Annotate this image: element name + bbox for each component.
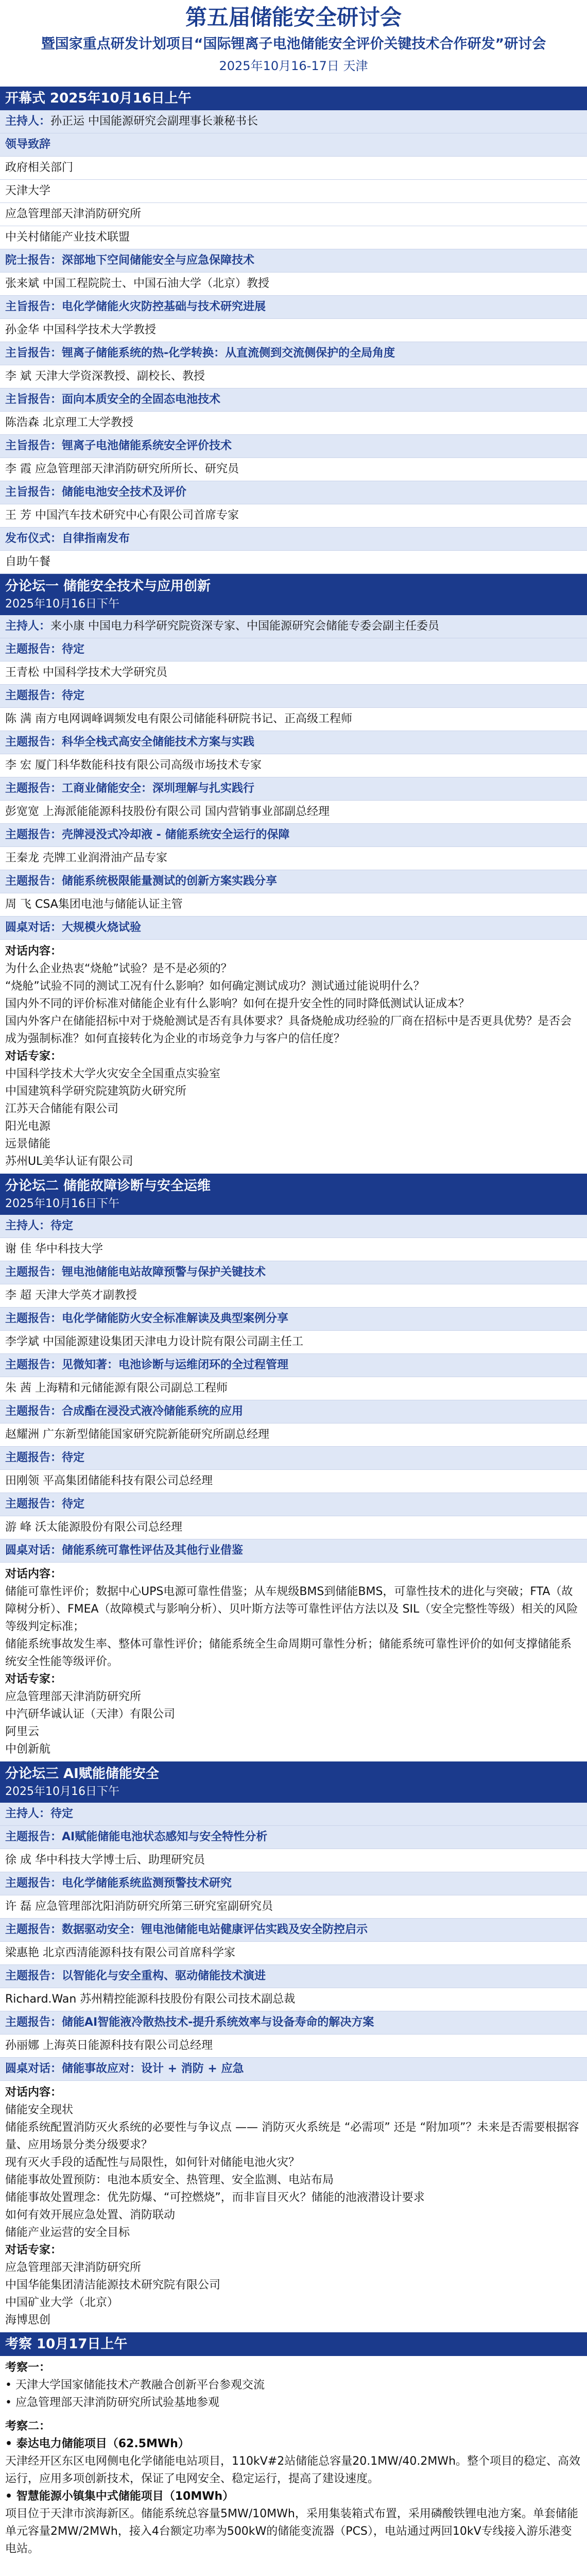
talk-title-text: 面向本质安全的全固态电池技术 [62,393,221,406]
talk-title-text: 数据驱动安全：锂电池储能电站健康评估实践及安全防控启示 [62,1923,368,1936]
dialog-topics [0,940,587,1174]
tour-item-text: 泰达电力储能项目（62.5MWh） [16,2437,189,2450]
tour-item-desc: 天津经开区东区电网侧电化学储能电站项目，110kV#2站储能总容量20.1MW/40.2MWh。整个项目的稳定、高效运行，应用多项创新技术，保证了电网安全、稳定运行，提高了建设速度。 [5,2455,581,2485]
talk-title-text: 深部地下空间储能安全与应急保障技术 [62,254,255,267]
topic-item: 为什么企业热衷“烧舱”试验？是不是必须的？ [5,962,232,975]
experts-label: 对话专家： [5,1673,62,1686]
talk-title-text: 锂离子储能系统的热-化学转换：从直流侧到交流侧保护的全局角度 [62,347,395,360]
talk-speaker: 梁惠艳 北京西清能源科技有限公司首席科学家 [0,1942,587,1965]
expert-item: 苏州UL美华认证有限公司 [5,1155,133,1168]
tour-item: • 智慧能源小镇集中式储能项目（10MWh） [5,2490,234,2503]
talk-title [0,388,587,412]
talk-speaker: 王秦龙 壳牌工业润滑油产品专家 [0,847,587,870]
talk-label: 主题报告： [5,2016,62,2029]
release-row [0,528,587,551]
expert-item: 阳光电源 [5,1120,51,1133]
dialog-title: 大规模火烧试验 [62,921,142,934]
talk-title-text: 电化学储能火灾防控基础与技术研究进展 [62,300,266,313]
host-org: 谢 佳 华中科技大学 [0,1238,587,1261]
tour-item-text: 应急管理部天津消防研究所试验基地参观 [15,2396,219,2409]
talk-label: 主题报告： [5,1266,62,1279]
talk-title [0,638,587,662]
topic-item: 储能事故处置预防：电池本质安全、热管理、安全监测、电站布局 [5,2174,334,2187]
host-text: 孙正运 中国能源研究会副理事长兼秘书长 [50,115,258,128]
forum2-session [0,1174,587,1761]
session-bar [0,1761,587,1803]
talk-title [0,435,587,458]
talk-speaker: 孙金华 中国科学技术大学教授 [0,319,587,342]
dialog-row [0,2058,587,2081]
tour-item: • 天津大学国家储能技术产教融合创新平台参观交流 [5,2379,265,2392]
talk-label: 主题报告： [5,1877,62,1890]
talk-title [0,2011,587,2035]
talk-title-text: 工商业储能安全：深圳理解与扎实践行 [62,782,255,795]
release-text: 自律指南发布 [62,532,130,545]
talk-speaker: 许 磊 应急管理部沈阳消防研究所第三研究室副研究员 [0,1895,587,1919]
talk-speaker: 周 飞 CSA集团电池与储能认证主管 [0,893,587,917]
talk-label: 主题报告： [5,782,62,795]
forum1-session [0,574,587,1174]
talk-title-text: 待定 [62,1451,85,1464]
host-label: 主持人： [5,115,51,128]
session-bar [0,1174,587,1215]
host-row [0,1215,587,1238]
session-title: 分论坛二 储能故障诊断与安全运维 [5,1178,211,1194]
opening-session [0,87,587,574]
list-item: 中关村储能产业技术联盟 [0,226,587,249]
talk-speaker: 李 霞 应急管理部天津消防研究所所长、研究员 [0,458,587,481]
opening-talks [0,249,587,528]
talk-title-text: 待定 [62,643,85,656]
leaders-list [0,157,587,249]
talk-title [0,1493,587,1516]
host-label: 主持人： [5,620,51,633]
tour-group [0,2356,587,2415]
talk-speaker: 朱 茜 上海精和元储能源有限公司副总工程师 [0,1377,587,1400]
expert-item: 中汽研华诚认证（天津）有限公司 [5,1708,176,1721]
talk-label: 主旨报告： [5,439,62,452]
dialog-label: 圆桌对话： [5,2062,62,2075]
talk-title-text: 待定 [62,1498,85,1511]
talk-label: 主题报告： [5,643,62,656]
talk-label: 主题报告： [5,1970,62,1982]
talk-title [0,1308,587,1331]
talk-speaker: 李 超 天津大学英才副教授 [0,1284,587,1308]
expert-item: 海博思创 [5,2314,51,2327]
list-item: 政府相关部门 [0,157,587,180]
talk-title-text: 科华全栈式高安全储能技术方案与实践 [62,736,255,749]
talk-label: 主题报告： [5,1451,62,1464]
talk-speaker: 张来斌 中国工程院院士、中国石油大学（北京）教授 [0,273,587,296]
talk-label: 主题报告： [5,1312,62,1325]
talk-title [0,685,587,708]
expert-item: 阿里云 [5,1725,40,1738]
topic-item: 储能系统事故发生率、整体可靠性评价；储能系统全生命周期可靠性分析；储能系统可靠性评价的如何支撑储能系统安全性能等级评价。 [5,1638,572,1668]
talk-title [0,1354,587,1377]
forum3-session [0,1761,587,2332]
host-text: 待定 [50,1807,74,1820]
talk-speaker: 王青松 中国科学技术大学研究员 [0,662,587,685]
talk-title [0,342,587,365]
agenda-header [0,0,587,87]
expert-item: 中国建筑科学研究院建筑防火研究所 [5,1085,187,1098]
talk-label: 主题报告： [5,828,62,841]
talk-speaker: 田刚领 平高集团储能科技有限公司总经理 [0,1470,587,1493]
talk-speaker: 王 芳 中国汽车技术研究中心有限公司首席专家 [0,504,587,528]
talk-title [0,824,587,847]
talk-title-text: AI赋能储能电池状态感知与安全特性分析 [62,1831,268,1843]
session-date: 2025年10月16日下午 [5,1785,119,1798]
session-date: 2025年10月16日下午 [5,1197,119,1210]
expert-item: 中创新航 [5,1743,51,1756]
session-bar: 开幕式 2025年10月16日上午 [0,87,587,110]
talk-title [0,1826,587,1849]
host-row [0,615,587,638]
dialog-label: 圆桌对话： [5,1544,62,1557]
dialog-title: 储能事故应对：设计 + 消防 + 应急 [62,2062,244,2075]
topic-item: 国内外不同的评价标准对储能企业有什么影响？如何在提升安全性的同时降低测试认证成本？ [5,997,470,1010]
talk-label: 主题报告： [5,736,62,749]
talk-label: 主题报告： [5,1498,62,1511]
talk-title-text: 壳牌浸没式冷却液 - 储能系统安全运行的保障 [62,828,290,841]
expert-item: 江苏天合储能有限公司 [5,1103,119,1115]
talk-title [0,1919,587,1942]
talk-speaker: 徐 成 华中科技大学博士后、助理研究员 [0,1849,587,1872]
topics-label: 对话内容： [5,1568,62,1581]
talk-title-text: 锂离子电池储能系统安全评价技术 [62,439,232,452]
talk-speaker: 李 宏 厦门科华数能科技有限公司高级市场技术专家 [0,754,587,777]
talk-speaker: Richard.Wan 苏州精控能源科技股份有限公司技术副总裁 [0,1988,587,2011]
talk-label: 主题报告： [5,1359,62,1371]
talk-title [0,1447,587,1470]
session-bar: 考察 10月17日上午 [0,2332,587,2356]
tour-item-desc: 项目位于天津市滨海新区。储能系统总容量5MW/10MWh，采用集装箱式布置，采用磷酸铁锂电池方案。单套储能单元容量2MW/2MWh，接入4台额定功率为500kW的储能变流器（PCS），电站通过两回10kV专线接入游乐港变电站。 [5,2507,578,2555]
tour-item-text: 天津大学国家储能技术产教融合创新平台参观交流 [15,2379,265,2392]
dialog-label: 圆桌对话： [5,921,62,934]
talk-title-text: 电化学储能防火安全标准解读及典型案例分享 [62,1312,289,1325]
tour-item-text: 智慧能源小镇集中式储能项目（10MWh） [16,2490,234,2503]
release-label: 发布仪式： [5,532,62,545]
dialog-row [0,1539,587,1563]
talk-title [0,481,587,504]
talk-title [0,777,587,801]
talk-speaker: 孙丽娜 上海英日能源科技有限公司总经理 [0,2035,587,2058]
expert-item: 中国科学技术大学火灾安全全国重点实验室 [5,1067,221,1080]
talk-title-text: 储能AI智能液冷散热技术-提升系统效率与设备寿命的解决方案 [62,2016,374,2029]
host-row [0,1803,587,1826]
session-bar [0,574,587,615]
talk-title [0,1261,587,1284]
talk-title [0,1965,587,1988]
talk-title [0,870,587,893]
talk-label: 主题报告： [5,1405,62,1418]
tour-group-title: 考察二： [5,2420,51,2433]
tour-group [0,2415,587,2561]
topic-item: 现有灭火手段的适配性与局限性，如何针对储能电池火灾？ [5,2156,300,2169]
talk-title-text: 锂电池储能电站故障预警与保护关键技术 [62,1266,266,1279]
talk-label: 主题报告： [5,875,62,888]
talk-label: 主旨报告： [5,300,62,313]
host-text: 来小康 中国电力科学研究院资深专家、中国能源研究会储能专委会副主任委员 [50,620,440,633]
expert-item: 中国华能集团清洁能源技术研究院有限公司 [5,2279,221,2292]
dialog-topics [0,1563,587,1761]
lunch-row: 自助午餐 [0,551,587,574]
talk-label: 院士报告： [5,254,62,267]
talk-speaker: 李 斌 天津大学资深教授、副校长、教授 [0,365,587,388]
host-text: 待定 [50,1219,74,1232]
expert-item: 中国矿业大学（北京） [5,2296,119,2309]
topic-item: 储能系统配置消防灭火系统的必要性与争议点 —— 消防灭火系统是 “必需项” 还是 “附加项”？未来是否需要根据容量、应用场景分类分级要求？ [5,2121,579,2151]
topic-item: “烧舱”试验不同的测试工况有什么影响？如何确定测试成功？测试通过能说明什么？ [5,980,425,993]
session-title: 分论坛一 储能安全技术与应用创新 [5,579,211,594]
session-title: 分论坛三 AI赋能储能安全 [5,1766,159,1782]
tour-item: • 应急管理部天津消防研究所试验基地参观 [5,2396,219,2409]
talk-title-text: 储能系统极限能量测试的创新方案实践分享 [62,875,278,888]
talk-title [0,1872,587,1895]
talk-label: 主题报告： [5,1831,62,1843]
page-subtitle: 暨国家重点研发计划项目“国际锂离子电池储能安全评价关键技术合作研发”研讨会 [41,36,546,52]
talk-title-text: 电化学储能系统监测预警技术研究 [62,1877,232,1890]
dialog-row [0,917,587,940]
session-date: 2025年10月16日下午 [5,598,119,611]
tour-session [0,2332,587,2561]
talk-label: 主旨报告： [5,486,62,499]
host-label: 主持人： [5,1219,51,1232]
talk-speaker: 李学斌 中国能源建设集团天津电力设计院有限公司副主任工 [0,1331,587,1354]
list-item: 应急管理部天津消防研究所 [0,203,587,226]
talk-title-text: 以智能化与安全重构、驱动储能技术演进 [62,1970,266,1982]
host-label: 主持人： [5,1807,51,1820]
talk-speaker: 陈浩森 北京理工大学教授 [0,412,587,435]
talk-title-text: 待定 [62,689,85,702]
topic-item: 国内外客户在储能招标中对于烧舱测试是否有具体要求？具备烧舱成功经验的厂商在招标中是否更具优势？是否会成为强制标准？如何直接转化为企业的市场竞争力与客户的信任度？ [5,1015,572,1045]
dialog-topics [0,2081,587,2332]
talk-speaker: 陈 满 南方电网调峰调频发电有限公司储能科研院书记、正高级工程师 [0,708,587,731]
page-title: 第五届储能安全研讨会 [185,5,402,30]
expert-item: 应急管理部天津消防研究所 [5,2261,142,2274]
leaders-label: 领导致辞 [0,133,587,157]
talk-title [0,249,587,273]
talk-title [0,731,587,754]
talk-title-text: 合成酯在浸没式液冷储能系统的应用 [62,1405,244,1418]
tour-group-title: 考察一： [5,2361,51,2374]
experts-label: 对话专家： [5,1050,62,1063]
talk-title [0,1400,587,1423]
talk-speaker: 赵耀洲 广东新型储能国家研究院新能研究所副总经理 [0,1423,587,1447]
topic-item: 如何有效开展应急处置、消防联动 [5,2209,176,2222]
list-item: 天津大学 [0,180,587,203]
tour-item: • 泰达电力储能项目（62.5MWh） [5,2437,189,2450]
topics-label: 对话内容： [5,945,62,958]
talk-title [0,296,587,319]
expert-item: 远景储能 [5,1138,51,1150]
topic-item: 储能可靠性评价；数据中心UPS电源可靠性借鉴；从车规级BMS到储能BMS，可靠性技术的进化与突破；FTA（故障树分析）、FMEA（故障模式与影响分析）、贝叶斯方法等可靠性评估方法以及 SIL（安全完整性等级）相关的风险等级判定标准； [5,1585,578,1633]
topic-item: 储能产业运营的安全目标 [5,2226,130,2239]
dialog-title: 储能系统可靠性评估及其他行业借鉴 [62,1544,244,1557]
experts-label: 对话专家： [5,2244,62,2257]
topic-item: 储能事故处置理念：优先防爆、“可控燃烧”，而非盲目灭火？储能的池液潜设计要求 [5,2191,425,2204]
talk-title-text: 储能电池安全技术及评价 [62,486,187,499]
talk-speaker: 彭宽宽 上海派能能源科技股份有限公司 国内营销事业部副总经理 [0,801,587,824]
talk-label: 主题报告： [5,689,62,702]
talk-speaker: 游 峰 沃太能源股份有限公司总经理 [0,1516,587,1539]
talk-label: 主旨报告： [5,347,62,360]
talk-label: 主旨报告： [5,393,62,406]
topic-item: 储能安全现状 [5,2104,74,2116]
talk-title-text: 见微知著：电池诊断与运维闭环的全过程管理 [62,1359,289,1371]
host-row [0,110,587,133]
event-date: 2025年10月16-17日 天津 [219,59,368,73]
expert-item: 应急管理部天津消防研究所 [5,1690,142,1703]
topics-label: 对话内容： [5,2086,62,2099]
talk-label: 主题报告： [5,1923,62,1936]
